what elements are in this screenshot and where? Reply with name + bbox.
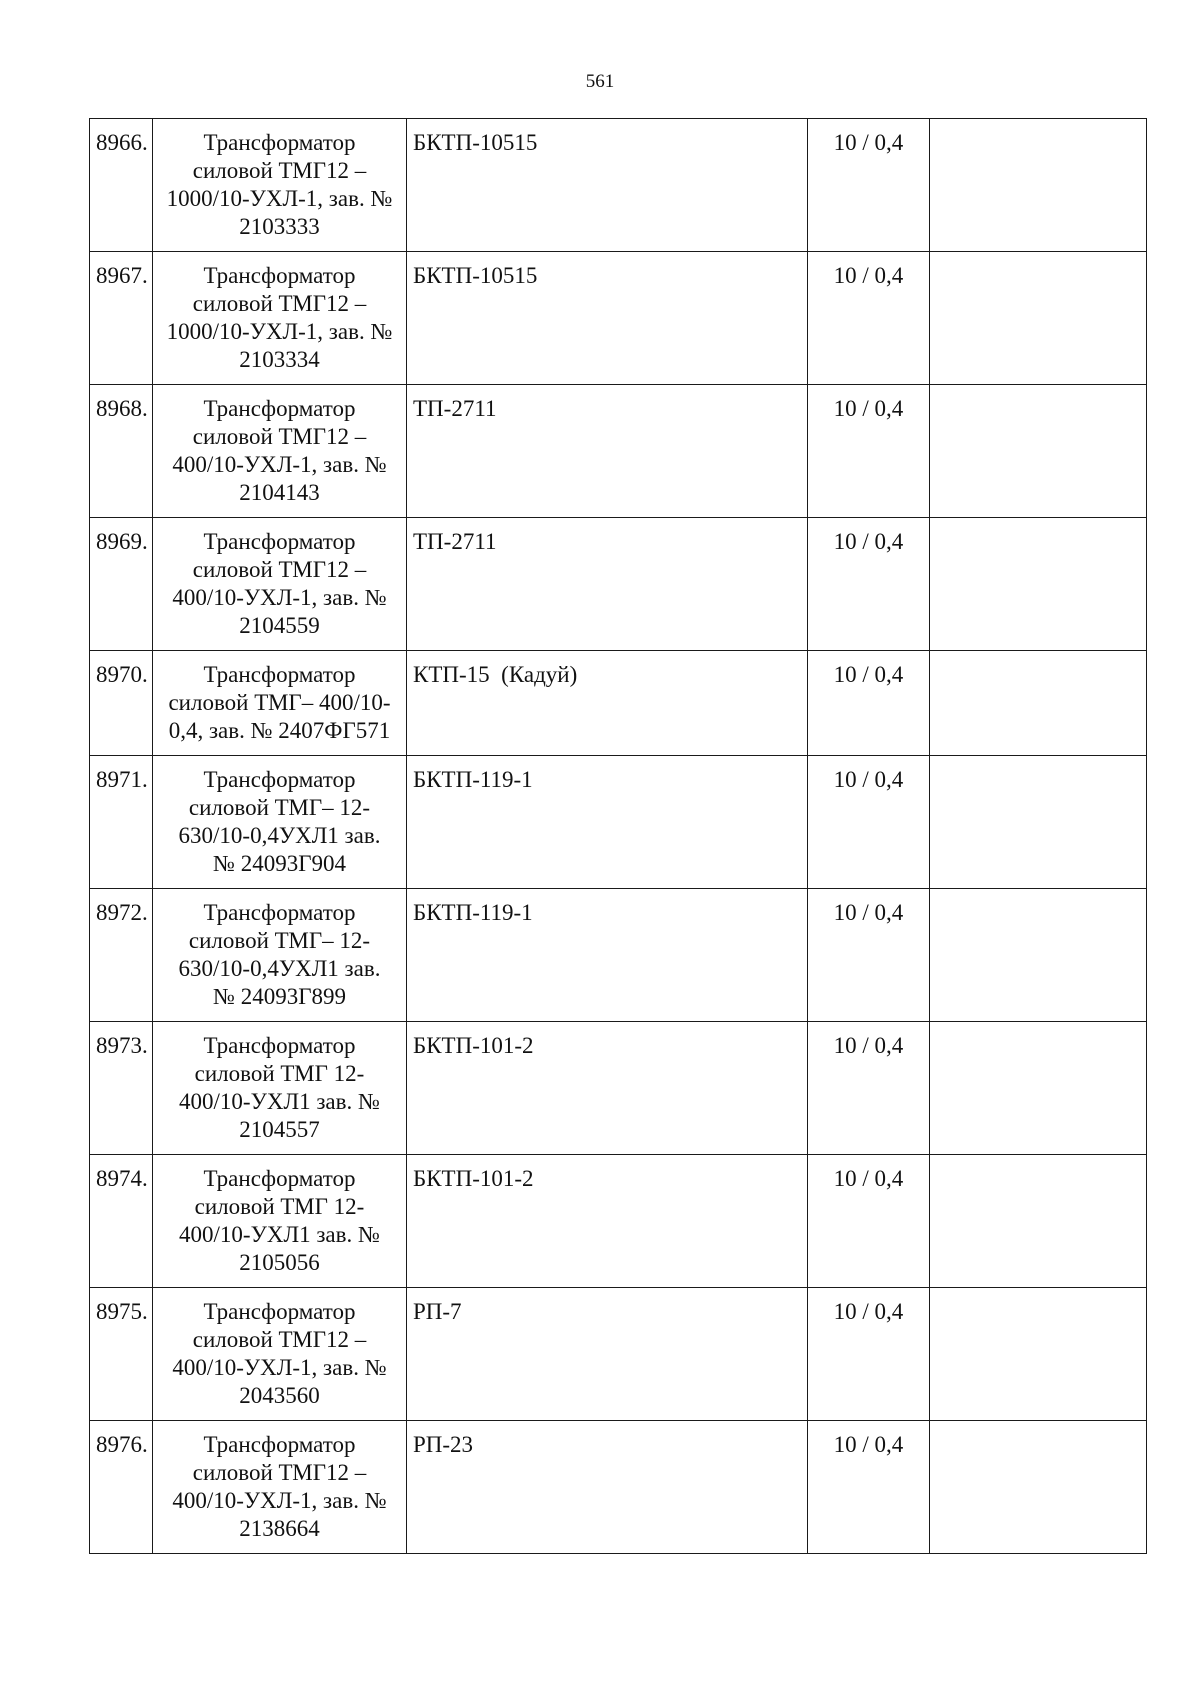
equipment-name-line: 2105056 (239, 1250, 320, 1275)
equipment-name-line: 400/10-УХЛ1 зав. № (179, 1222, 380, 1247)
installation-location: БКТП-119-1 (407, 889, 808, 1022)
page-number: 561 (585, 71, 615, 92)
installation-location: КТП-15 (Кадуй) (407, 651, 808, 756)
equipment-name-line: 630/10-0,4УХЛ1 зав. (178, 823, 381, 848)
equipment-name-line: силовой ТМГ– 400/10- (168, 690, 391, 715)
empty-cell (930, 252, 1147, 385)
table-body (90, 119, 1147, 1554)
equipment-name-line: 1000/10-УХЛ-1, зав. № (166, 319, 393, 344)
table-row (90, 119, 1147, 252)
installation-location: БКТП-119-1 (407, 756, 808, 889)
equipment-name-line: Трансформатор (203, 1432, 356, 1457)
empty-cell (930, 651, 1147, 756)
row-number: 8974. (90, 1155, 153, 1288)
table-row (90, 252, 1147, 385)
equipment-name-line: 2104143 (239, 480, 320, 505)
voltage-class: 10 / 0,4 (808, 1421, 930, 1554)
row-number: 8966. (90, 119, 153, 252)
equipment-name-line: силовой ТМГ12 – (192, 158, 367, 183)
installation-location: БКТП-10515 (407, 119, 808, 252)
table-row (90, 1155, 1147, 1288)
equipment-name-line: 0,4, зав. № 2407ФГ571 (168, 718, 391, 743)
empty-cell (930, 1421, 1147, 1554)
equipment-name (153, 1022, 407, 1155)
voltage-class: 10 / 0,4 (808, 1022, 930, 1155)
installation-location: БКТП-10515 (407, 252, 808, 385)
equipment-name-line: Трансформатор (203, 263, 356, 288)
equipment-name-line: силовой ТМГ– 12- (188, 795, 371, 820)
table-row (90, 1022, 1147, 1155)
equipment-name-line: 400/10-УХЛ-1, зав. № (172, 1488, 387, 1513)
table-row (90, 651, 1147, 756)
equipment-name-line: 630/10-0,4УХЛ1 зав. (178, 956, 381, 981)
voltage-class: 10 / 0,4 (808, 518, 930, 651)
equipment-name (153, 252, 407, 385)
row-number: 8967. (90, 252, 153, 385)
equipment-name-line: Трансформатор (203, 1166, 356, 1191)
empty-cell (930, 1022, 1147, 1155)
equipment-name-line: 2138664 (239, 1516, 320, 1541)
voltage-class: 10 / 0,4 (808, 756, 930, 889)
equipment-name (153, 651, 407, 756)
row-number: 8975. (90, 1288, 153, 1421)
equipment-name-line: Трансформатор (203, 900, 356, 925)
equipment-name-line: 2104557 (239, 1117, 320, 1142)
equipment-name-line: силовой ТМГ 12- (194, 1061, 365, 1086)
equipment-name-line: 400/10-УХЛ-1, зав. № (172, 1355, 387, 1380)
equipment-name-line: 1000/10-УХЛ-1, зав. № (166, 186, 393, 211)
equipment-name (153, 385, 407, 518)
empty-cell (930, 1155, 1147, 1288)
equipment-name-line: силовой ТМГ 12- (194, 1194, 365, 1219)
equipment-table (89, 118, 1147, 1554)
table-row (90, 1288, 1147, 1421)
equipment-name-line: Трансформатор (203, 529, 356, 554)
table-row (90, 518, 1147, 651)
equipment-name-line: Трансформатор (203, 396, 356, 421)
equipment-name (153, 1288, 407, 1421)
table-row (90, 1421, 1147, 1554)
row-number: 8971. (90, 756, 153, 889)
row-number: 8969. (90, 518, 153, 651)
equipment-name (153, 756, 407, 889)
equipment-name-line: 2104559 (239, 613, 320, 638)
row-number: 8976. (90, 1421, 153, 1554)
equipment-name-line: силовой ТМГ12 – (192, 1327, 367, 1352)
table-row (90, 889, 1147, 1022)
empty-cell (930, 518, 1147, 651)
equipment-name-line: Трансформатор (203, 662, 356, 687)
equipment-name-line: 400/10-УХЛ-1, зав. № (172, 585, 387, 610)
installation-location: РП-23 (407, 1421, 808, 1554)
equipment-name-line: № 24093Г899 (213, 984, 346, 1009)
equipment-name-line: 400/10-УХЛ1 зав. № (179, 1089, 380, 1114)
empty-cell (930, 889, 1147, 1022)
installation-location: РП-7 (407, 1288, 808, 1421)
row-number: 8972. (90, 889, 153, 1022)
voltage-class: 10 / 0,4 (808, 889, 930, 1022)
voltage-class: 10 / 0,4 (808, 1288, 930, 1421)
installation-location: БКТП-101-2 (407, 1022, 808, 1155)
equipment-name-line: Трансформатор (203, 1033, 356, 1058)
voltage-class: 10 / 0,4 (808, 651, 930, 756)
equipment-name-line: Трансформатор (203, 1299, 356, 1324)
installation-location: БКТП-101-2 (407, 1155, 808, 1288)
equipment-name-line: силовой ТМГ12 – (192, 424, 367, 449)
equipment-name-line: силовой ТМГ– 12- (188, 928, 371, 953)
equipment-name-line: силовой ТМГ12 – (192, 557, 367, 582)
equipment-name-line: Трансформатор (203, 767, 356, 792)
equipment-name-line: 400/10-УХЛ-1, зав. № (172, 452, 387, 477)
equipment-name (153, 518, 407, 651)
row-number: 8970. (90, 651, 153, 756)
table-row (90, 385, 1147, 518)
equipment-name-line: Трансформатор (203, 130, 356, 155)
row-number: 8973. (90, 1022, 153, 1155)
equipment-name-line: 2103333 (239, 214, 320, 239)
equipment-name-line: № 24093Г904 (213, 851, 346, 876)
equipment-name-line: силовой ТМГ12 – (192, 1460, 367, 1485)
equipment-name-line: силовой ТМГ12 – (192, 291, 367, 316)
row-number: 8968. (90, 385, 153, 518)
empty-cell (930, 119, 1147, 252)
equipment-name (153, 119, 407, 252)
empty-cell (930, 385, 1147, 518)
equipment-name (153, 1155, 407, 1288)
voltage-class: 10 / 0,4 (808, 385, 930, 518)
equipment-name-line: 2043560 (239, 1383, 320, 1408)
equipment-name (153, 1421, 407, 1554)
voltage-class: 10 / 0,4 (808, 252, 930, 385)
installation-location: ТП-2711 (407, 518, 808, 651)
equipment-name-line: 2103334 (239, 347, 320, 372)
installation-location: ТП-2711 (407, 385, 808, 518)
voltage-class: 10 / 0,4 (808, 1155, 930, 1288)
equipment-name (153, 889, 407, 1022)
empty-cell (930, 756, 1147, 889)
voltage-class: 10 / 0,4 (808, 119, 930, 252)
empty-cell (930, 1288, 1147, 1421)
table-row (90, 756, 1147, 889)
